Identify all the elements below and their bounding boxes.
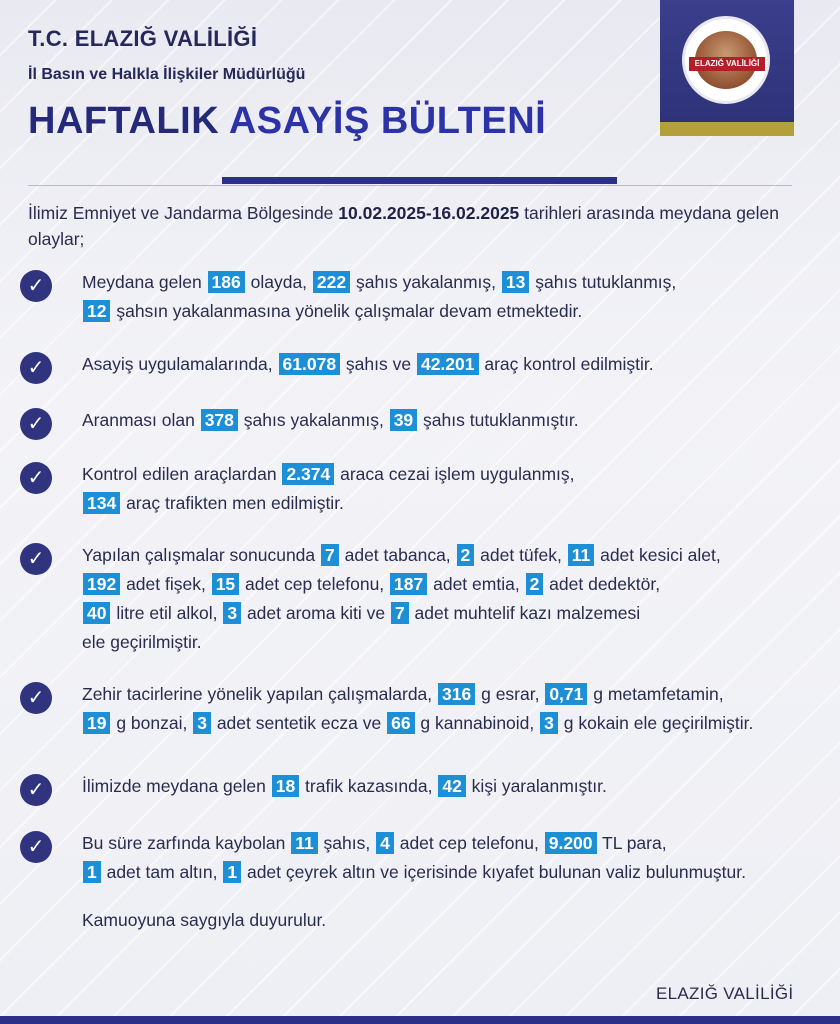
number-badge: 2 — [457, 544, 475, 566]
number-badge: 316 — [438, 683, 475, 705]
number-badge: 222 — [313, 271, 350, 293]
footer-bar — [0, 1016, 840, 1024]
number-badge: 42.201 — [417, 353, 479, 375]
item-text-segment: adet sentetik ecza ve — [211, 713, 387, 733]
department-name: İl Basın ve Halkla İlişkiler Müdürlüğü — [28, 66, 306, 83]
title-plain: HAFTALIK — [28, 100, 220, 142]
item-text-segment: adet cep telefonu, — [240, 574, 390, 594]
check-circle-icon: ✓ — [20, 774, 52, 806]
bulletin-item-text — [82, 460, 822, 518]
item-text-segment: kişi yaralanmıştır. — [466, 776, 607, 796]
number-badge: 40 — [83, 602, 110, 624]
number-badge: 39 — [390, 409, 417, 431]
item-text-segment: Zehir tacirlerine yönelik yapılan çalışmalarda, — [82, 684, 438, 704]
number-badge: 187 — [390, 573, 427, 595]
check-circle-icon: ✓ — [20, 462, 52, 494]
number-badge: 13 — [502, 271, 529, 293]
number-badge: 192 — [83, 573, 120, 595]
title-underline — [222, 177, 617, 184]
organization-name: T.C. ELAZIĞ VALİLİĞİ — [28, 26, 258, 51]
item-text-segment: İlimizde meydana gelen — [82, 776, 271, 796]
item-text-segment: litre etil alkol, — [111, 603, 223, 623]
item-text-segment: şahsın yakalanmasına yönelik çalışmalar devam etmektedir. — [111, 301, 583, 321]
number-badge: 42 — [438, 775, 465, 797]
item-text-segment: olayda, — [245, 272, 312, 292]
item-text-segment: adet cep telefonu, — [394, 833, 544, 853]
item-text-segment: TL para, — [597, 833, 667, 853]
number-badge: 15 — [212, 573, 239, 595]
item-text-segment: Bu süre zarfında kaybolan — [82, 833, 291, 853]
item-text-segment: g bonzai, — [111, 713, 193, 733]
number-badge: 378 — [201, 409, 238, 431]
item-text-segment: g kannabinoid, — [415, 713, 540, 733]
item-text-segment: araca cezai işlem uygulanmış, — [335, 464, 575, 484]
number-badge: 61.078 — [279, 353, 341, 375]
item-text-segment: şahıs yakalanmış, — [238, 410, 389, 430]
title-accent: ASAYİŞ BÜLTENİ — [228, 100, 547, 142]
logo-panel — [660, 0, 794, 122]
bulletin-item-text — [82, 268, 822, 326]
logo-gold-bar — [660, 122, 794, 136]
item-text-segment: trafik kazasında, — [300, 776, 438, 796]
item-text-segment: Aranması olan — [82, 410, 200, 430]
item-text-segment: adet kesici alet, — [595, 545, 721, 565]
number-badge: 2 — [526, 573, 544, 595]
item-text-segment: adet aroma kiti ve — [242, 603, 390, 623]
check-circle-icon: ✓ — [20, 352, 52, 384]
number-badge: 11 — [568, 544, 595, 566]
bulletin-item-text — [82, 772, 822, 801]
bulletin-title — [28, 100, 628, 143]
number-badge: 1 — [223, 861, 241, 883]
date-range: 10.02.2025-16.02.2025 — [338, 203, 520, 223]
item-text-segment: Asayiş uygulamalarında, — [82, 354, 278, 374]
item-text-segment: araç trafikten men edilmiştir. — [121, 493, 344, 513]
item-text-segment: şahıs ve — [341, 354, 416, 374]
intro-text — [28, 200, 798, 252]
number-badge: 4 — [376, 832, 394, 854]
check-circle-icon: ✓ — [20, 543, 52, 575]
number-badge: 3 — [193, 712, 211, 734]
item-text-segment: g metamfetamin, — [588, 684, 724, 704]
number-badge: 18 — [272, 775, 299, 797]
item-text-segment: şahıs yakalanmış, — [351, 272, 501, 292]
number-badge: 12 — [83, 300, 110, 322]
item-text-segment: şahıs tutuklanmış, — [530, 272, 677, 292]
item-text-segment: şahıs, — [318, 833, 376, 853]
item-text-segment: araç kontrol edilmiştir. — [479, 354, 654, 374]
item-text-segment: adet fişek, — [121, 574, 211, 594]
number-badge: 19 — [83, 712, 110, 734]
header-divider — [28, 185, 792, 186]
check-circle-icon: ✓ — [20, 408, 52, 440]
number-badge: 134 — [83, 492, 120, 514]
signature: ELAZIĞ VALİLİĞİ — [656, 984, 794, 1003]
number-badge: 3 — [223, 602, 241, 624]
item-text-segment: şahıs tutuklanmıştır. — [418, 410, 579, 430]
item-text-segment: adet emtia, — [428, 574, 525, 594]
bulletin-item-text — [82, 406, 822, 435]
governorship-logo — [682, 16, 770, 104]
number-badge: 7 — [321, 544, 339, 566]
number-badge: 186 — [208, 271, 245, 293]
check-circle-icon: ✓ — [20, 831, 52, 863]
check-circle-icon: ✓ — [20, 682, 52, 714]
bulletin-item-text — [82, 541, 822, 657]
number-badge: 9.200 — [545, 832, 597, 854]
item-text-segment: adet tabanca, — [339, 545, 456, 565]
item-text-segment: g esrar, — [476, 684, 545, 704]
number-badge: 11 — [291, 832, 318, 854]
item-text-segment: g kokain ele geçirilmiştir. — [558, 713, 754, 733]
item-text-segment: Meydana gelen — [82, 272, 207, 292]
item-text-segment: Yapılan çalışmalar sonucunda — [82, 545, 321, 565]
number-badge: 3 — [540, 712, 558, 734]
item-text-segment: adet dedektör, — [544, 574, 661, 594]
number-badge: 66 — [387, 712, 414, 734]
item-text-segment: Kontrol edilen araçlardan — [82, 464, 282, 484]
item-text-segment: adet tam altın, — [101, 862, 223, 882]
check-circle-icon: ✓ — [20, 270, 52, 302]
number-badge: 1 — [83, 861, 101, 883]
header — [28, 22, 628, 143]
number-badge: 7 — [391, 602, 409, 624]
bulletin-item-text — [82, 829, 822, 887]
logo-label: ELAZIĞ VALİLİĞİ — [689, 57, 765, 71]
closing-text: Kamuoyuna saygıyla duyurulur. — [82, 910, 327, 930]
number-badge: 0,71 — [545, 683, 587, 705]
item-text-segment: adet çeyrek altın ve içerisinde kıyafet bulunan valiz bulunmuştur. — [242, 862, 746, 882]
number-badge: 2.374 — [282, 463, 334, 485]
item-text-segment: adet muhtelif kazı malzemesi — [409, 603, 641, 623]
item-text-segment: ele geçirilmiştir. — [82, 632, 202, 652]
intro-after: tarihleri arasında meydana gelen olaylar; — [28, 203, 780, 249]
item-text-segment: adet tüfek, — [475, 545, 567, 565]
bulletin-item-text — [82, 680, 822, 738]
bulletin-item-text — [82, 350, 822, 379]
intro-before: İlimiz Emniyet ve Jandarma Bölgesinde — [28, 203, 339, 223]
